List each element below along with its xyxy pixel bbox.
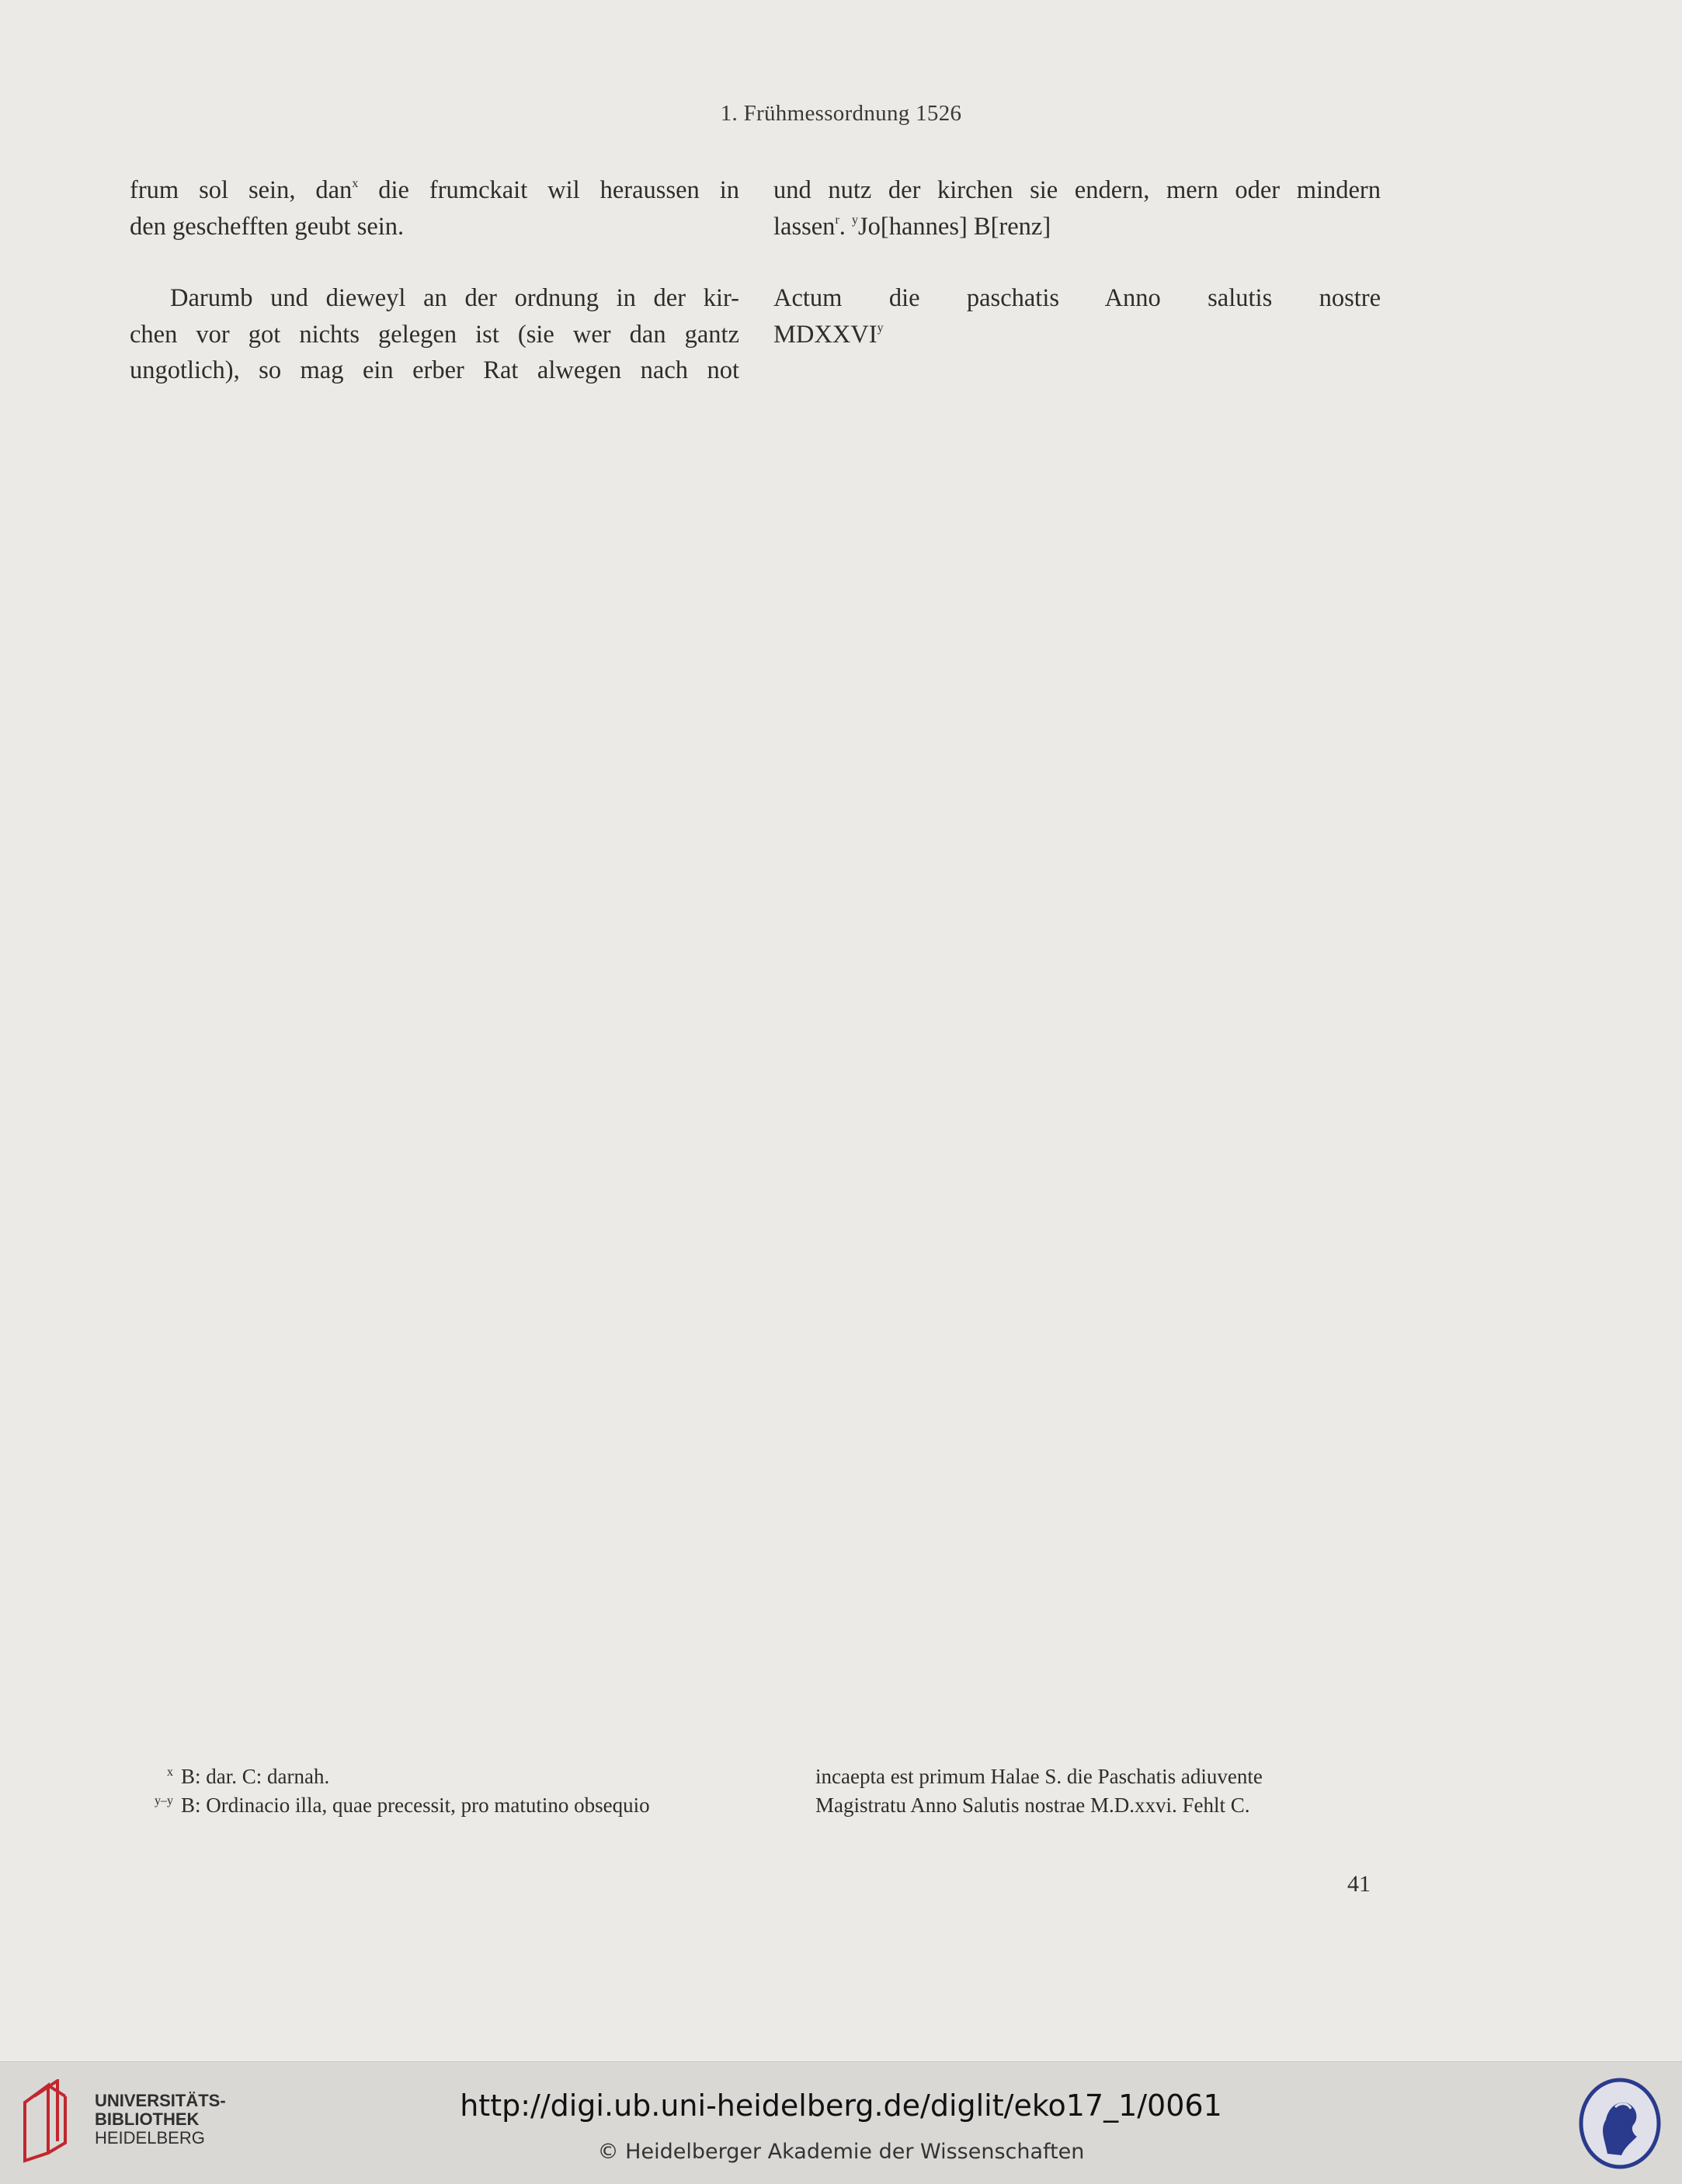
text-line: den geschefften geubt sein. xyxy=(130,212,405,241)
right-column xyxy=(773,172,1381,352)
footnotes-left xyxy=(136,1762,749,1820)
text-line: frum sol sein, dan$^x$ die frumckait wil heraussen in xyxy=(130,176,739,204)
text-line: lassen$^r$. $^y$Jo[hannes] B[renz] xyxy=(773,212,1051,241)
footnote-y: y–y B: Ordinacio illa, quae precessit, pro matutino obsequio xyxy=(155,1793,650,1817)
academy-seal-icon xyxy=(1576,2076,1663,2171)
running-title: 1. Frühmessordnung 1526 xyxy=(720,101,962,126)
footnote-continuation: Magistratu Anno Salutis nostrae M.D.xxvi. Fehlt C. xyxy=(815,1793,1250,1817)
text-line: Darumb und dieweyl an der ordnung in der kir- xyxy=(170,284,739,312)
footnote-x: x B: dar. C: darnah. xyxy=(167,1765,330,1788)
copyright-notice: © Heidelberger Akademie der Wissenschaften xyxy=(597,2140,1085,2164)
text-line: Actum die paschatis Anno salutis nostre xyxy=(773,284,1381,312)
footnotes-right xyxy=(815,1762,1382,1820)
library-name: UNIVERSITÄTS- BIBLIOTHEK HEIDELBERG xyxy=(95,2091,226,2148)
text-line: MDXXVI$^y$ xyxy=(773,320,884,349)
left-column xyxy=(130,172,739,389)
permalink-url[interactable]: http://digi.ub.uni-heidelberg.de/diglit/eko17_1/0061 xyxy=(460,2089,1222,2123)
page-number: 41 xyxy=(1347,1871,1371,1897)
viewer-footer xyxy=(0,2061,1682,2184)
text-line: chen vor got nichts gelegen ist (sie wer dan gantz xyxy=(130,320,739,349)
footnote-continuation: incaepta est primum Halae S. die Paschatis adiuvente xyxy=(815,1765,1263,1788)
text-line: und nutz der kirchen sie endern, mern oder mindern xyxy=(773,176,1381,204)
text-line: ungotlich), so mag ein erber Rat alwegen nach not xyxy=(130,356,739,384)
